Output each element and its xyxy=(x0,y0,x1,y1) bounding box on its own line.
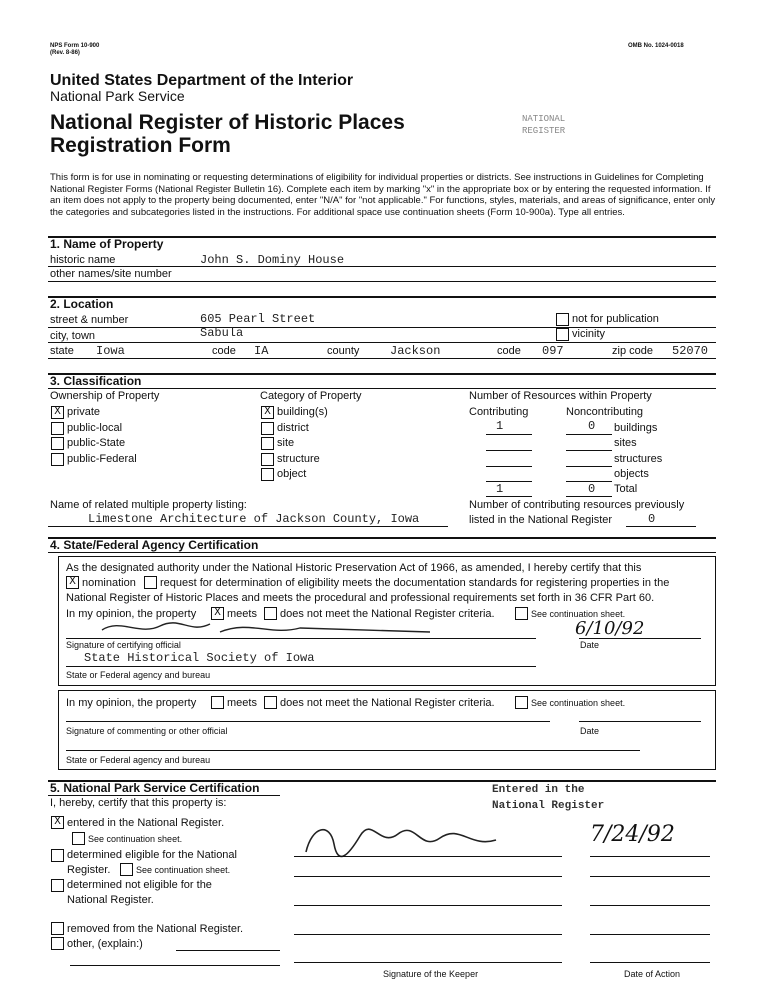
category-district-checkbox[interactable] xyxy=(261,422,274,435)
not-for-publication-label: not for publication xyxy=(572,313,659,325)
related-listing-value: Limestone Architecture of Jackson County, Iowa xyxy=(88,512,420,526)
opinion-label: In my opinion, the property xyxy=(66,608,197,620)
category-site-checkbox[interactable] xyxy=(261,437,274,450)
keeper-rule xyxy=(590,905,710,906)
signature-rule xyxy=(579,721,701,722)
certification-date: 6/10/92 xyxy=(575,618,645,639)
state-code-label: code xyxy=(212,345,236,357)
category-label: Category of Property xyxy=(260,390,362,402)
section-5-title: 5. National Park Service Certification xyxy=(50,781,260,795)
historic-name-value: John S. Dominy House xyxy=(200,253,345,267)
keeper-rule xyxy=(294,934,562,935)
department-name: United States Department of the Interior xyxy=(50,72,354,89)
eligible-continuation-label: See continuation sheet. xyxy=(136,865,231,875)
category-object-label: object xyxy=(277,468,307,480)
vicinity-checkbox[interactable] xyxy=(556,328,569,341)
buildings-noncontributing-value: 0 xyxy=(588,419,596,433)
city-value: Sabula xyxy=(200,326,244,340)
count-rule xyxy=(486,481,532,482)
ownership-public-local-checkbox[interactable] xyxy=(51,422,64,435)
total-noncontributing-value: 0 xyxy=(588,482,596,496)
form-number: NPS Form 10-900 xyxy=(50,43,100,49)
keeper-rule xyxy=(294,876,562,877)
ownership-private-label: private xyxy=(67,406,101,418)
category-building-label: building(s) xyxy=(277,406,328,418)
section-divider xyxy=(48,296,716,298)
not-eligible-checkbox[interactable] xyxy=(51,879,64,892)
field-rule xyxy=(48,342,716,343)
agency-label: State or Federal agency and bureau xyxy=(66,670,211,680)
signature-rule xyxy=(66,666,536,667)
state-value: Iowa xyxy=(96,344,125,358)
not-eligible-label-1: determined not eligible for the xyxy=(67,879,212,891)
ownership-public-state-checkbox[interactable] xyxy=(51,437,64,450)
objects-label: objects xyxy=(614,468,649,480)
category-district-label: district xyxy=(277,422,309,434)
count-rule xyxy=(486,496,532,497)
total-contributing-value: 1 xyxy=(496,482,504,496)
count-rule xyxy=(566,450,612,451)
county-code-value: 097 xyxy=(542,344,564,358)
determined-eligible-label: determined eligible for the National xyxy=(67,849,237,861)
other-checkbox[interactable] xyxy=(51,937,64,950)
does-not-meet-label: does not meet the National Register criteria. xyxy=(280,608,495,620)
county-code-label: code xyxy=(497,345,521,357)
commenting-signature-label: Signature of commenting or other official xyxy=(66,726,228,736)
category-structure-label: structure xyxy=(277,453,320,465)
keeper-rule xyxy=(294,856,562,857)
count-rule xyxy=(566,434,612,435)
field-rule xyxy=(48,327,716,328)
keeper-signature-label: Signature of the Keeper xyxy=(383,969,479,979)
signature-rule xyxy=(66,638,536,639)
total-label: Total xyxy=(614,483,638,495)
vicinity-label: vicinity xyxy=(572,328,606,340)
signature-rule xyxy=(579,638,701,639)
date-of-action-label: Date of Action xyxy=(624,969,681,979)
certification-date-label: Date xyxy=(580,640,600,650)
section-3-title: 3. Classification xyxy=(50,374,142,388)
category-object-checkbox[interactable] xyxy=(261,468,274,481)
count-rule xyxy=(486,466,532,467)
entered-stamp-line1: Entered in the xyxy=(492,784,585,796)
field-rule xyxy=(626,526,696,527)
removed-checkbox[interactable] xyxy=(51,922,64,935)
ownership-label: Ownership of Property xyxy=(50,390,160,402)
field-rule xyxy=(48,388,716,389)
keeper-rule xyxy=(590,962,710,963)
ownership-public-state-label: public-State xyxy=(67,437,126,449)
category-site-label: site xyxy=(277,437,295,449)
service-name: National Park Service xyxy=(50,88,185,104)
received-stamp-line1: NATIONAL xyxy=(522,114,566,124)
state-code-value: IA xyxy=(254,344,269,358)
street-label: street & number xyxy=(50,314,129,326)
certifying-signature-label: Signature of certifying official xyxy=(66,640,181,650)
entered-label: entered in the National Register. xyxy=(67,817,225,829)
form-title-line2: Registration Form xyxy=(50,134,231,157)
other-label: other, (explain:) xyxy=(67,938,143,950)
meets-label: meets xyxy=(227,608,257,620)
count-rule xyxy=(566,496,612,497)
ownership-public-local-label: public-local xyxy=(67,422,123,434)
commenting-date-label: Date xyxy=(580,726,600,736)
continuation-label: See continuation sheet. xyxy=(531,609,626,619)
section-2-title: 2. Location xyxy=(50,297,114,311)
continuation-label-2: See continuation sheet. xyxy=(531,698,626,708)
count-rule xyxy=(486,434,532,435)
field-rule xyxy=(70,965,280,966)
entered-continuation-label: See continuation sheet. xyxy=(88,834,183,844)
form-title-line1: National Register of Historic Places xyxy=(50,111,405,134)
street-value: 605 Pearl Street xyxy=(200,312,316,326)
eligible-continuation-checkbox[interactable] xyxy=(120,863,133,876)
continuation-checkbox-2[interactable] xyxy=(515,696,528,709)
certification-line-2: request for determination of eligibility meets the documentation standards for registering properties in the xyxy=(160,577,670,589)
determined-eligible-checkbox[interactable] xyxy=(51,849,64,862)
meets-checkbox-2[interactable] xyxy=(211,696,224,709)
zip-value: 52070 xyxy=(672,344,709,358)
ownership-public-federal-label: public-Federal xyxy=(67,453,137,465)
entered-continuation-checkbox[interactable] xyxy=(72,832,85,845)
county-value: Jackson xyxy=(390,344,441,358)
keeper-rule xyxy=(294,962,562,963)
related-listing-label: Name of related multiple property listing: xyxy=(50,499,247,511)
continuation-checkbox[interactable] xyxy=(515,607,528,620)
sites-label: sites xyxy=(614,437,637,449)
state-label: state xyxy=(50,345,74,357)
keeper-rule xyxy=(590,856,710,857)
count-rule xyxy=(566,466,612,467)
keeper-rule xyxy=(294,905,562,906)
category-building-checkbox[interactable]: X xyxy=(261,406,274,419)
other-names-label: other names/site number xyxy=(50,268,172,280)
ownership-private-checkbox[interactable]: X xyxy=(51,406,64,419)
category-structure-checkbox[interactable] xyxy=(261,453,274,466)
removed-label: removed from the National Register. xyxy=(67,923,244,935)
opinion-label-2: In my opinion, the property xyxy=(66,697,197,709)
meets-label-2: meets xyxy=(227,697,257,709)
certify-statement: I, hereby, certify that this property is: xyxy=(50,797,227,809)
does-not-meet-checkbox-2[interactable] xyxy=(264,696,277,709)
action-date: 7/24/92 xyxy=(590,822,675,847)
signature-rule xyxy=(66,750,640,751)
field-rule xyxy=(48,526,448,527)
previously-listed-value: 0 xyxy=(648,512,656,526)
field-rule xyxy=(48,795,280,796)
agency-label-2: State or Federal agency and bureau xyxy=(66,755,211,765)
certification-line-3: National Register of Historic Places and meets the procedural and professional requirements set forth in 36 CFR Part 60. xyxy=(66,592,655,604)
resources-label: Number of Resources within Property xyxy=(469,390,652,402)
certification-line-1: As the designated authority under the National Historic Preservation Act of 1966, as amended, I hereby certify that this xyxy=(66,562,642,574)
structures-label: structures xyxy=(614,453,663,465)
field-rule xyxy=(48,266,716,267)
ownership-public-federal-checkbox[interactable] xyxy=(51,453,64,466)
omb-number: OMB No. 1024-0018 xyxy=(628,43,684,49)
meets-checkbox[interactable]: X xyxy=(211,607,224,620)
contributing-header: Contributing xyxy=(469,406,529,418)
section-1-title: 1. Name of Property xyxy=(50,237,164,251)
buildings-label: buildings xyxy=(614,422,658,434)
count-rule xyxy=(486,450,532,451)
county-label: county xyxy=(327,345,360,357)
received-stamp-line2: REGISTER xyxy=(522,126,566,136)
previously-listed-label-1: Number of contributing resources previously xyxy=(469,499,685,511)
field-rule xyxy=(176,950,280,951)
not-eligible-label-2: National Register. xyxy=(67,894,154,906)
previously-listed-label-2: listed in the National Register xyxy=(469,514,613,526)
section-4-title: 4. State/Federal Agency Certification xyxy=(50,538,259,552)
nomination-label: nomination xyxy=(82,577,136,589)
field-rule xyxy=(48,281,716,282)
determined-register-label: Register. xyxy=(67,864,111,876)
keeper-rule xyxy=(590,876,710,877)
section-divider xyxy=(48,373,716,375)
does-not-meet-label-2: does not meet the National Register criteria. xyxy=(280,697,495,709)
zip-label: zip code xyxy=(612,345,653,357)
agency-value: State Historical Society of Iowa xyxy=(84,651,315,665)
not-for-publication-checkbox[interactable] xyxy=(556,313,569,326)
city-label: city, town xyxy=(50,330,96,342)
field-rule xyxy=(48,552,716,553)
signature-rule xyxy=(66,721,550,722)
noncontributing-header: Noncontributing xyxy=(566,406,644,418)
buildings-contributing-value: 1 xyxy=(496,419,504,433)
instructions-paragraph: This form is for use in nominating or requesting determinations of eligibility for individual properties or districts. See instructions in Guidelines for Completing National Register Forms (National Register Bulletin 16). Complete each item by marking "x" in the appropriate box or by entering the requested information. If an item does not apply to the property being documented, enter "N/A" for "not applicable." For functions, styles, materials, and areas of significance, enter only the categories and subcategories listed in the instructions. For additional space use continuation sheets (Form 10-900a). Type all entries. xyxy=(50,172,716,219)
field-rule xyxy=(48,358,716,359)
request-determination-checkbox[interactable] xyxy=(144,576,157,589)
historic-name-label: historic name xyxy=(50,254,116,266)
nomination-checkbox[interactable]: X xyxy=(66,576,79,589)
entered-stamp-line2: National Register xyxy=(492,800,605,812)
entered-checkbox[interactable]: X xyxy=(51,816,64,829)
form-revision: (Rev. 8-86) xyxy=(50,50,80,56)
certifying-signature xyxy=(100,614,440,640)
keeper-rule xyxy=(590,934,710,935)
